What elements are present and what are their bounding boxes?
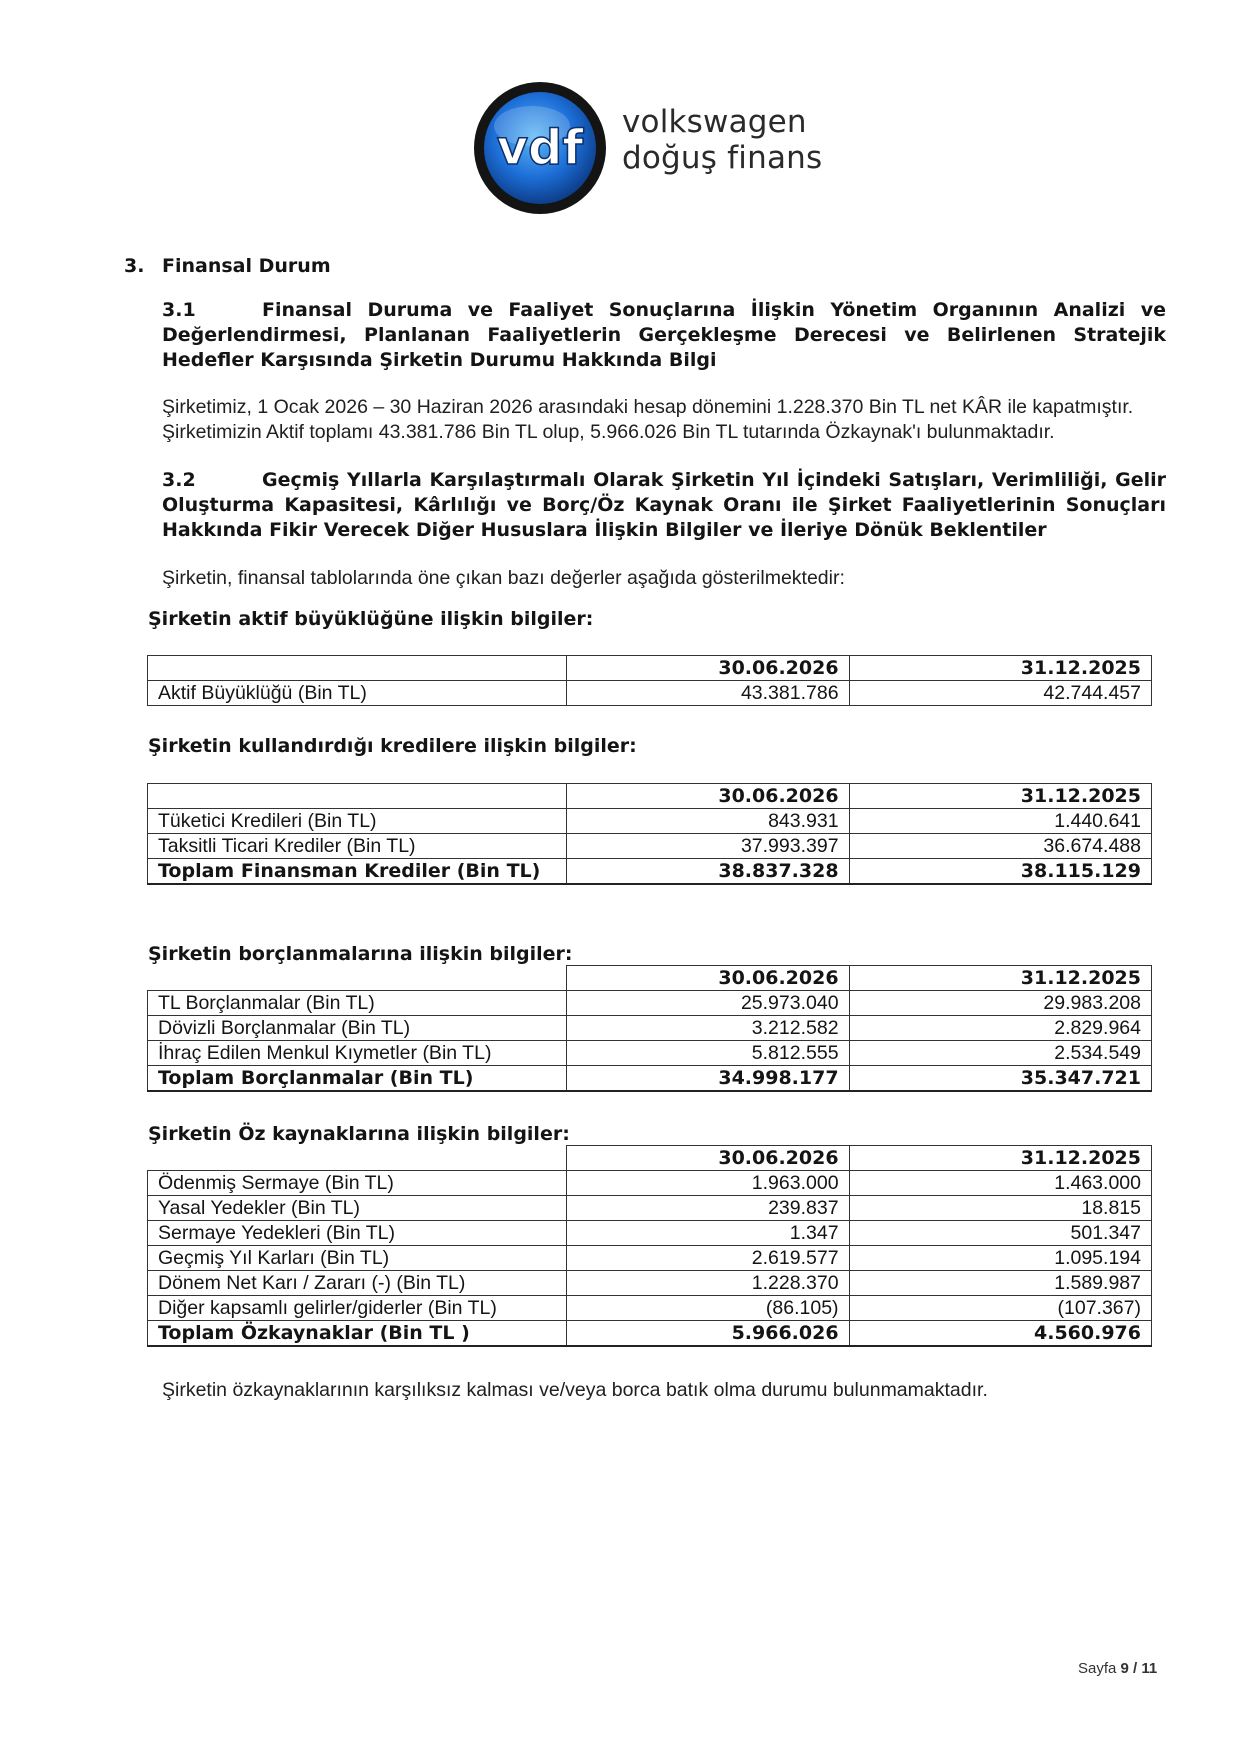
subsection-3-1-paragraph: Şirketimiz, 1 Ocak 2026 – 30 Haziran 2026 arasındaki hesap dönemini 1.228.370 Bin TL net KÂR ile kapatmıştır. Şirketimizin Aktif toplamı 43.381.786 Bin TL olup, 5.966.026 Bin TL tutarında Özkaynak'ı bulunmaktadır. bbox=[162, 396, 1134, 443]
krediler-table bbox=[147, 783, 1152, 885]
row-value: 29.983.208 bbox=[849, 991, 1151, 1016]
row-label: Sermaye Yedekleri (Bin TL) bbox=[148, 1221, 567, 1246]
table-total-row bbox=[148, 1066, 1152, 1092]
subsection-3-2-paragraph: Şirketin, finansal tablolarında öne çıkan bazı değerler aşağıda gösterilmektedir: bbox=[162, 567, 845, 589]
column-header: 30.06.2026 bbox=[567, 656, 849, 681]
vdf-badge-icon bbox=[470, 78, 610, 218]
total-value: 38.837.328 bbox=[567, 859, 849, 885]
aktif-table-title: Şirketin aktif büyüklüğüne ilişkin bilgiler: bbox=[148, 608, 594, 630]
section-number: 3. bbox=[124, 255, 145, 277]
row-value: 3.212.582 bbox=[567, 1016, 849, 1041]
row-value: 43.381.786 bbox=[567, 681, 849, 706]
table-header-row bbox=[148, 784, 1152, 809]
column-header: 30.06.2026 bbox=[567, 784, 849, 809]
total-value: 5.966.026 bbox=[567, 1321, 849, 1347]
subsection-3-2-heading bbox=[162, 468, 1166, 543]
section-heading bbox=[124, 255, 331, 277]
borclanma-table-title: Şirketin borçlanmalarına ilişkin bilgiler: bbox=[148, 943, 573, 965]
row-value: 37.993.397 bbox=[567, 834, 849, 859]
row-value: 25.973.040 bbox=[567, 991, 849, 1016]
subsection-number: 3.2 bbox=[162, 469, 196, 491]
page-footer bbox=[1078, 1660, 1157, 1677]
row-value: 2.534.549 bbox=[849, 1041, 1151, 1066]
row-label: Tüketici Kredileri (Bin TL) bbox=[148, 809, 567, 834]
ozkaynak-table bbox=[147, 1145, 1152, 1347]
logo-wordmark bbox=[622, 104, 822, 176]
column-header: 31.12.2025 bbox=[849, 656, 1151, 681]
row-value: 2.619.577 bbox=[567, 1246, 849, 1271]
row-value: 239.837 bbox=[567, 1196, 849, 1221]
row-value: 5.812.555 bbox=[567, 1041, 849, 1066]
logo-badge-text: vdf bbox=[496, 120, 584, 176]
ozkaynak-table-title: Şirketin Öz kaynaklarına ilişkin bilgiler: bbox=[148, 1123, 570, 1145]
row-value: 2.829.964 bbox=[849, 1016, 1151, 1041]
aktif-table bbox=[147, 655, 1152, 706]
row-value: 1.228.370 bbox=[567, 1271, 849, 1296]
column-header: 30.06.2026 bbox=[567, 966, 849, 991]
borclanma-table bbox=[147, 965, 1152, 1092]
total-value: 38.115.129 bbox=[849, 859, 1151, 885]
table-row bbox=[148, 1196, 1152, 1221]
total-label: Toplam Borçlanmalar (Bin TL) bbox=[148, 1066, 567, 1092]
row-value: 1.347 bbox=[567, 1221, 849, 1246]
table-row bbox=[148, 681, 1152, 706]
table-row bbox=[148, 1221, 1152, 1246]
row-value: 1.463.000 bbox=[849, 1171, 1151, 1196]
table-row bbox=[148, 1246, 1152, 1271]
row-label: Aktif Büyüklüğü (Bin TL) bbox=[148, 681, 567, 706]
footer-prefix: Sayfa bbox=[1078, 1660, 1117, 1677]
row-value: (107.367) bbox=[849, 1296, 1151, 1321]
subsection-number: 3.1 bbox=[162, 299, 196, 321]
table-header-row bbox=[148, 966, 1152, 991]
total-value: 35.347.721 bbox=[849, 1066, 1151, 1092]
subsection-title: Geçmiş Yıllarla Karşılaştırmalı Olarak Şirketin Yıl İçindeki Satışları, Verimliliği, Gelir Oluşturma Kapasitesi, Kârlılığı ve Borç/Öz Kaynak Oranı ile Şirket Faaliyetlerinin Sonuçları Hakkında Fikir Verecek Diğer Hususlara İlişkin Bilgiler ve İleriye Dönük Beklentiler bbox=[162, 469, 1166, 541]
table-total-row bbox=[148, 1321, 1152, 1347]
row-value: 1.440.641 bbox=[849, 809, 1151, 834]
page-number: 9 / 11 bbox=[1120, 1660, 1158, 1677]
row-label: Ödenmiş Sermaye (Bin TL) bbox=[148, 1171, 567, 1196]
row-value: 42.744.457 bbox=[849, 681, 1151, 706]
logo-line-2: doğuş finans bbox=[622, 140, 823, 176]
row-value: 1.095.194 bbox=[849, 1246, 1151, 1271]
column-header: 31.12.2025 bbox=[849, 784, 1151, 809]
table-row bbox=[148, 1016, 1152, 1041]
table-row bbox=[148, 991, 1152, 1016]
table-header-row bbox=[148, 1146, 1152, 1171]
row-label: Geçmiş Yıl Karları (Bin TL) bbox=[148, 1246, 567, 1271]
row-label: Dönem Net Karı / Zararı (-) (Bin TL) bbox=[148, 1271, 567, 1296]
subsection-title: Finansal Duruma ve Faaliyet Sonuçlarına İlişkin Yönetim Organının Analizi ve Değerlendirmesi, Planlanan Faaliyetlerin Gerçekleşme Derecesi ve Belirlenen Stratejik Hedefler Karşısında Şirketin Durumu Hakkında Bilgi bbox=[162, 299, 1166, 371]
section-title: Finansal Durum bbox=[162, 255, 331, 277]
row-value: 501.347 bbox=[849, 1221, 1151, 1246]
row-label: TL Borçlanmalar (Bin TL) bbox=[148, 991, 567, 1016]
row-value: 18.815 bbox=[849, 1196, 1151, 1221]
table-header-row bbox=[148, 656, 1152, 681]
column-header: 31.12.2025 bbox=[849, 966, 1151, 991]
table-row bbox=[148, 834, 1152, 859]
table-row bbox=[148, 1171, 1152, 1196]
subsection-3-1-heading bbox=[162, 298, 1166, 373]
logo-line-1: volkswagen bbox=[622, 104, 807, 140]
row-label: Dövizli Borçlanmalar (Bin TL) bbox=[148, 1016, 567, 1041]
row-label: Diğer kapsamlı gelirler/giderler (Bin TL) bbox=[148, 1296, 567, 1321]
row-value: 36.674.488 bbox=[849, 834, 1151, 859]
row-value: 1.589.987 bbox=[849, 1271, 1151, 1296]
total-label: Toplam Özkaynaklar (Bin TL ) bbox=[148, 1321, 567, 1347]
table-total-row bbox=[148, 859, 1152, 885]
row-label: Yasal Yedekler (Bin TL) bbox=[148, 1196, 567, 1221]
row-value: 1.963.000 bbox=[567, 1171, 849, 1196]
row-value: 843.931 bbox=[567, 809, 849, 834]
table-row bbox=[148, 809, 1152, 834]
closing-paragraph: Şirketin özkaynaklarının karşılıksız kalması ve/veya borca batık olma durumu bulunmamaktadır. bbox=[162, 1379, 988, 1401]
table-row bbox=[148, 1041, 1152, 1066]
krediler-table-title: Şirketin kullandırdığı kredilere ilişkin bilgiler: bbox=[148, 735, 637, 757]
row-label: İhraç Edilen Menkul Kıymetler (Bin TL) bbox=[148, 1041, 567, 1066]
total-label: Toplam Finansman Krediler (Bin TL) bbox=[148, 859, 567, 885]
table-row bbox=[148, 1296, 1152, 1321]
company-logo bbox=[470, 78, 850, 218]
total-value: 4.560.976 bbox=[849, 1321, 1151, 1347]
row-label: Taksitli Ticari Krediler (Bin TL) bbox=[148, 834, 567, 859]
total-value: 34.998.177 bbox=[567, 1066, 849, 1092]
column-header: 31.12.2025 bbox=[849, 1146, 1151, 1171]
column-header: 30.06.2026 bbox=[567, 1146, 849, 1171]
row-value: (86.105) bbox=[567, 1296, 849, 1321]
table-row bbox=[148, 1271, 1152, 1296]
